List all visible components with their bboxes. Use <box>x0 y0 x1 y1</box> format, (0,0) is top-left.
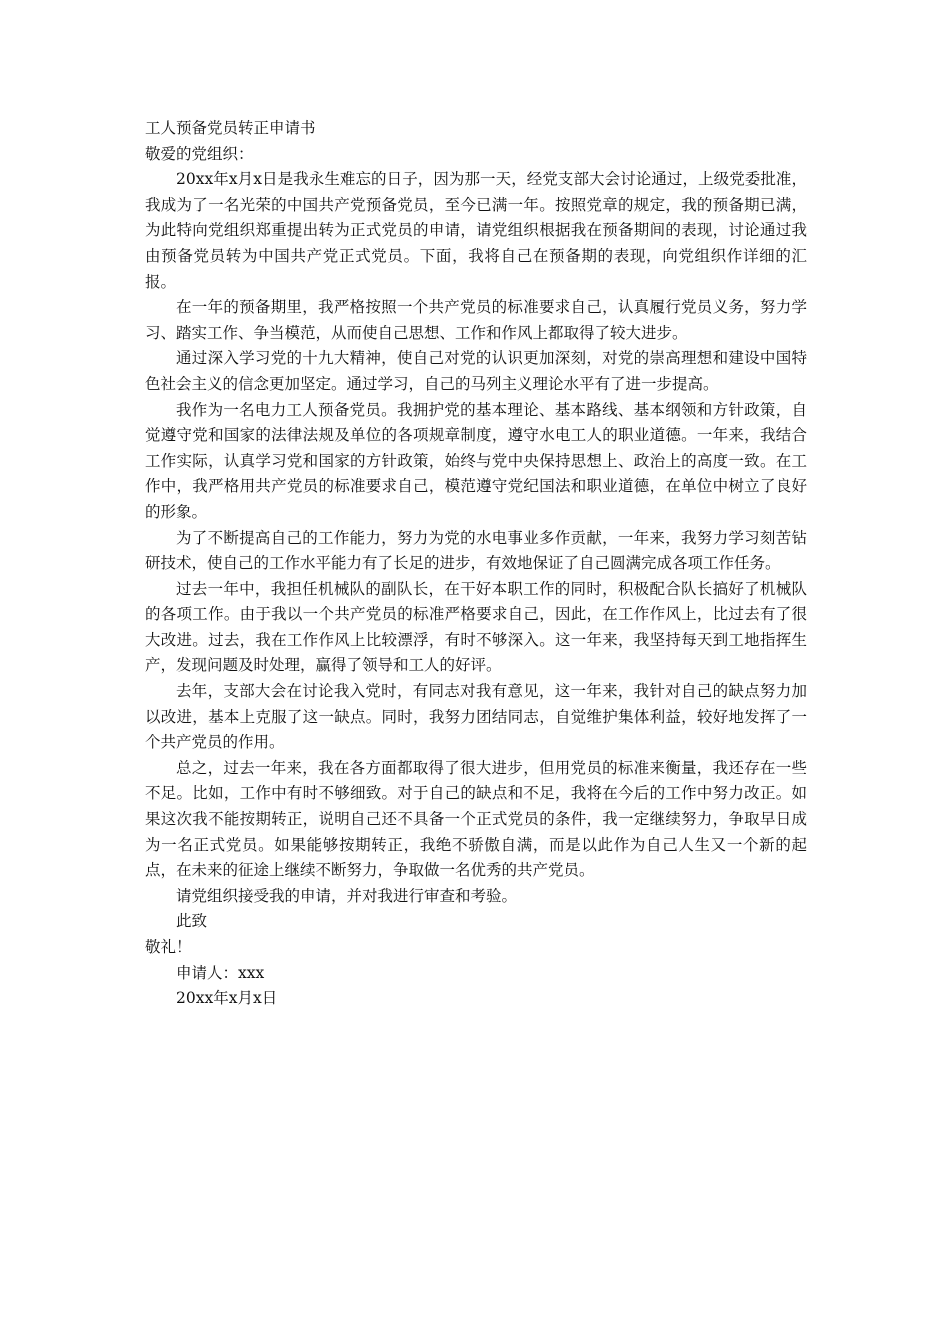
application-date: 20xx年x月x日 <box>176 989 278 1008</box>
applicant-signature: 申请人：xxx <box>176 963 265 982</box>
salutation: 敬爱的党组织： <box>145 144 254 163</box>
paragraph-skills: 为了不断提高自己的工作能力，努力为党的水电事业多作贡献，一年来，我努力学习刻苦钻研技术，使自己的工作水平能力有了长足的进步，有效地保证了自己圆满完成各项工作任务。 <box>145 528 807 573</box>
closing-jingli: 敬礼！ <box>145 938 192 956</box>
paragraph-probation: 在一年的预备期里，我严格按照一个共产党员的标准要求自己，认真履行党员义务，努力学习、踏实工作、争当模范，从而使自己思想、工作和作风上都取得了较大进步。 <box>145 298 807 342</box>
paragraph-study: 通过深入学习党的十九大精神，使自己对党的认识更加深刻，对党的崇高理想和建设中国特色社会主义的信念更加坚定。通过学习，自己的马列主义理论水平有了进一步提高。 <box>145 349 807 393</box>
paragraph-intro: 20xx年x月x日是我永生难忘的日子，因为那一天，经党支部大会讨论通过，上级党委批准，我成为了一名光荣的中国共产党预备党员，至今已满一年。按照党章的规定，我的预备期已满，为此特向党组织郑重提出转为正式党员的申请，请党组织根据我在预备期间的表现，讨论通过我由预备党员转为中国共产党正式党员。下面，我将自己在预备期的表现，向党组织作详细的汇报。 <box>145 170 807 291</box>
paragraph-request: 请党组织接受我的申请，并对我进行审查和考验。 <box>176 886 518 905</box>
document-title: 工人预备党员转正申请书 <box>145 119 316 137</box>
closing-cizhi: 此致 <box>176 912 208 931</box>
paragraph-work: 过去一年中，我担任机械队的副队长，在干好本职工作的同时，积极配合队长搞好了机械队的各项工作。由于我以一个共产党员的标准严格要求自己，因此，在工作作风上，比过去有了很大改进。过去，我在工作作风上比较漂浮，有时不够深入。这一年来，我坚持每天到工地指挥生产，发现问题及时处理，赢得了领导和工人的好评。 <box>145 579 807 675</box>
paragraph-improvement: 去年，支部大会在讨论我入党时，有同志对我有意见，这一年来，我针对自己的缺点努力加以改进，基本上克服了这一缺点。同时，我努力团结同志，自觉维护集体利益，较好地发挥了一个共产党员的作用。 <box>145 682 807 752</box>
paragraph-summary: 总之，过去一年来，我在各方面都取得了很大进步，但用党员的标准来衡量，我还存在一些不足。比如，工作中有时不够细致。对于自己的缺点和不足，我将在今后的工作中努力改正。如果这次我不能按期转正，说明自己还不具备一个正式党员的条件，我一定继续努力，争取早日成为一名正式党员。如果能够按期转正，我绝不骄傲自满，而是以此作为自己人生又一个新的起点，在未来的征途上继续不断努力，争取做一名优秀的共产党员。 <box>145 758 807 880</box>
document-page <box>145 116 807 1012</box>
paragraph-politics: 我作为一名电力工人预备党员。我拥护党的基本理论、基本路线、基本纲领和方针政策，自觉遵守党和国家的法律法规及单位的各项规章制度，遵守水电工人的职业道德。一年来，我结合工作实际，认真学习党和国家的方针政策，始终与党中央保持思想上、政治上的高度一致。在工作中，我严格用共产党员的标准要求自己，模范遵守党纪国法和职业道德，在单位中树立了良好的形象。 <box>145 400 807 521</box>
